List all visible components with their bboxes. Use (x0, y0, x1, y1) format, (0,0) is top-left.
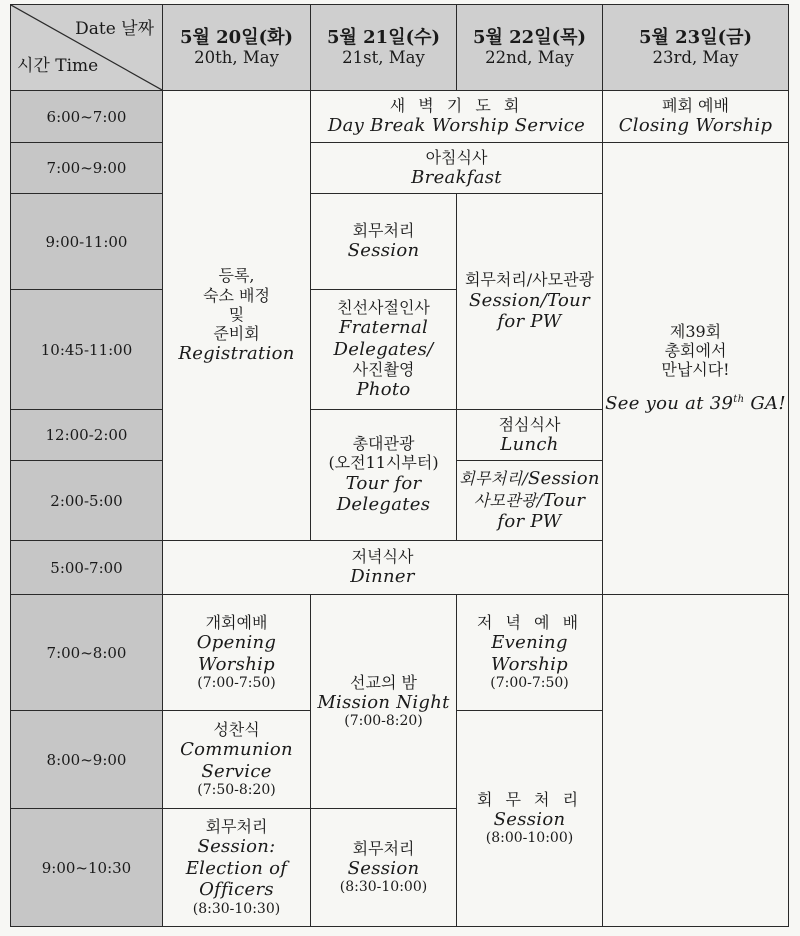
event-breakfast: 아침식사 Breakfast (311, 143, 603, 194)
time-slot: 12:00-2:00 (11, 410, 163, 461)
event-session-tour-22-am: 회무처리/사모관광 Session/Tour for PW (457, 194, 603, 410)
empty-cell (603, 595, 789, 927)
time-slot: 10:45-11:00 (11, 290, 163, 410)
schedule-table (10, 4, 789, 927)
day-header-20: 5월 20일(화) 20th, May (163, 5, 311, 91)
corner-header (11, 5, 163, 91)
event-session-21-am: 회무처리 Session (311, 194, 457, 290)
event-communion-service: 성찬식 Communion Service (7:50-8:20) (163, 711, 311, 809)
event-evening-worship: 저 녁 예 배 Evening Worship (7:00-7:50) (457, 595, 603, 711)
day-header-23: 5월 23일(금) 23rd, May (603, 5, 789, 91)
day-header-21: 5월 21일(수) 21st, May (311, 5, 457, 91)
time-slot: 2:00-5:00 (11, 461, 163, 541)
time-slot: 9:00~10:30 (11, 809, 163, 927)
time-slot: 9:00-11:00 (11, 194, 163, 290)
event-daybreak-worship: 새 벽 기 도 회 Day Break Worship Service (311, 91, 603, 143)
diagonal-line (11, 5, 162, 90)
corner-time-label: 시간 Time (17, 55, 99, 76)
time-slot: 5:00-7:00 (11, 541, 163, 595)
time-slot: 6:00~7:00 (11, 91, 163, 143)
event-session-21-night: 회무처리 Session (8:30-10:00) (311, 809, 457, 927)
event-session-22-night: 회 무 처 리 Session (8:00-10:00) (457, 711, 603, 927)
event-opening-worship: 개회예배 Opening Worship (7:00-7:50) (163, 595, 311, 711)
event-mission-night: 선교의 밤 Mission Night (7:00-8:20) (311, 595, 457, 809)
event-dinner: 저녁식사 Dinner (163, 541, 603, 595)
time-slot: 8:00~9:00 (11, 711, 163, 809)
corner-date-label: Date 날짜 (75, 19, 154, 39)
event-registration: 등록, 숙소 배정 및 준비회 Registration (163, 91, 311, 541)
event-lunch: 점심식사 Lunch (457, 410, 603, 461)
event-election-of-officers: 회무처리 Session: Election of Officers (8:30-10:30) (163, 809, 311, 927)
day-header-22: 5월 22일(목) 22nd, May (457, 5, 603, 91)
event-session-tour-22-pm: 회무처리/Session 사모관광/Tour for PW (457, 461, 603, 541)
event-tour-delegates: 총대관광 (오전11시부터) Tour for Delegates (311, 410, 457, 541)
time-slot: 7:00~8:00 (11, 595, 163, 711)
event-closing-worship: 폐회 예배 Closing Worship (603, 91, 789, 143)
event-see-you: 제39회 총회에서 만납시다! See you at 39th GA! (603, 143, 789, 595)
time-slot: 7:00~9:00 (11, 143, 163, 194)
event-fraternal-delegates: 친선사절인사 Fraternal Delegates/ 사진촬영 Photo (311, 290, 457, 410)
